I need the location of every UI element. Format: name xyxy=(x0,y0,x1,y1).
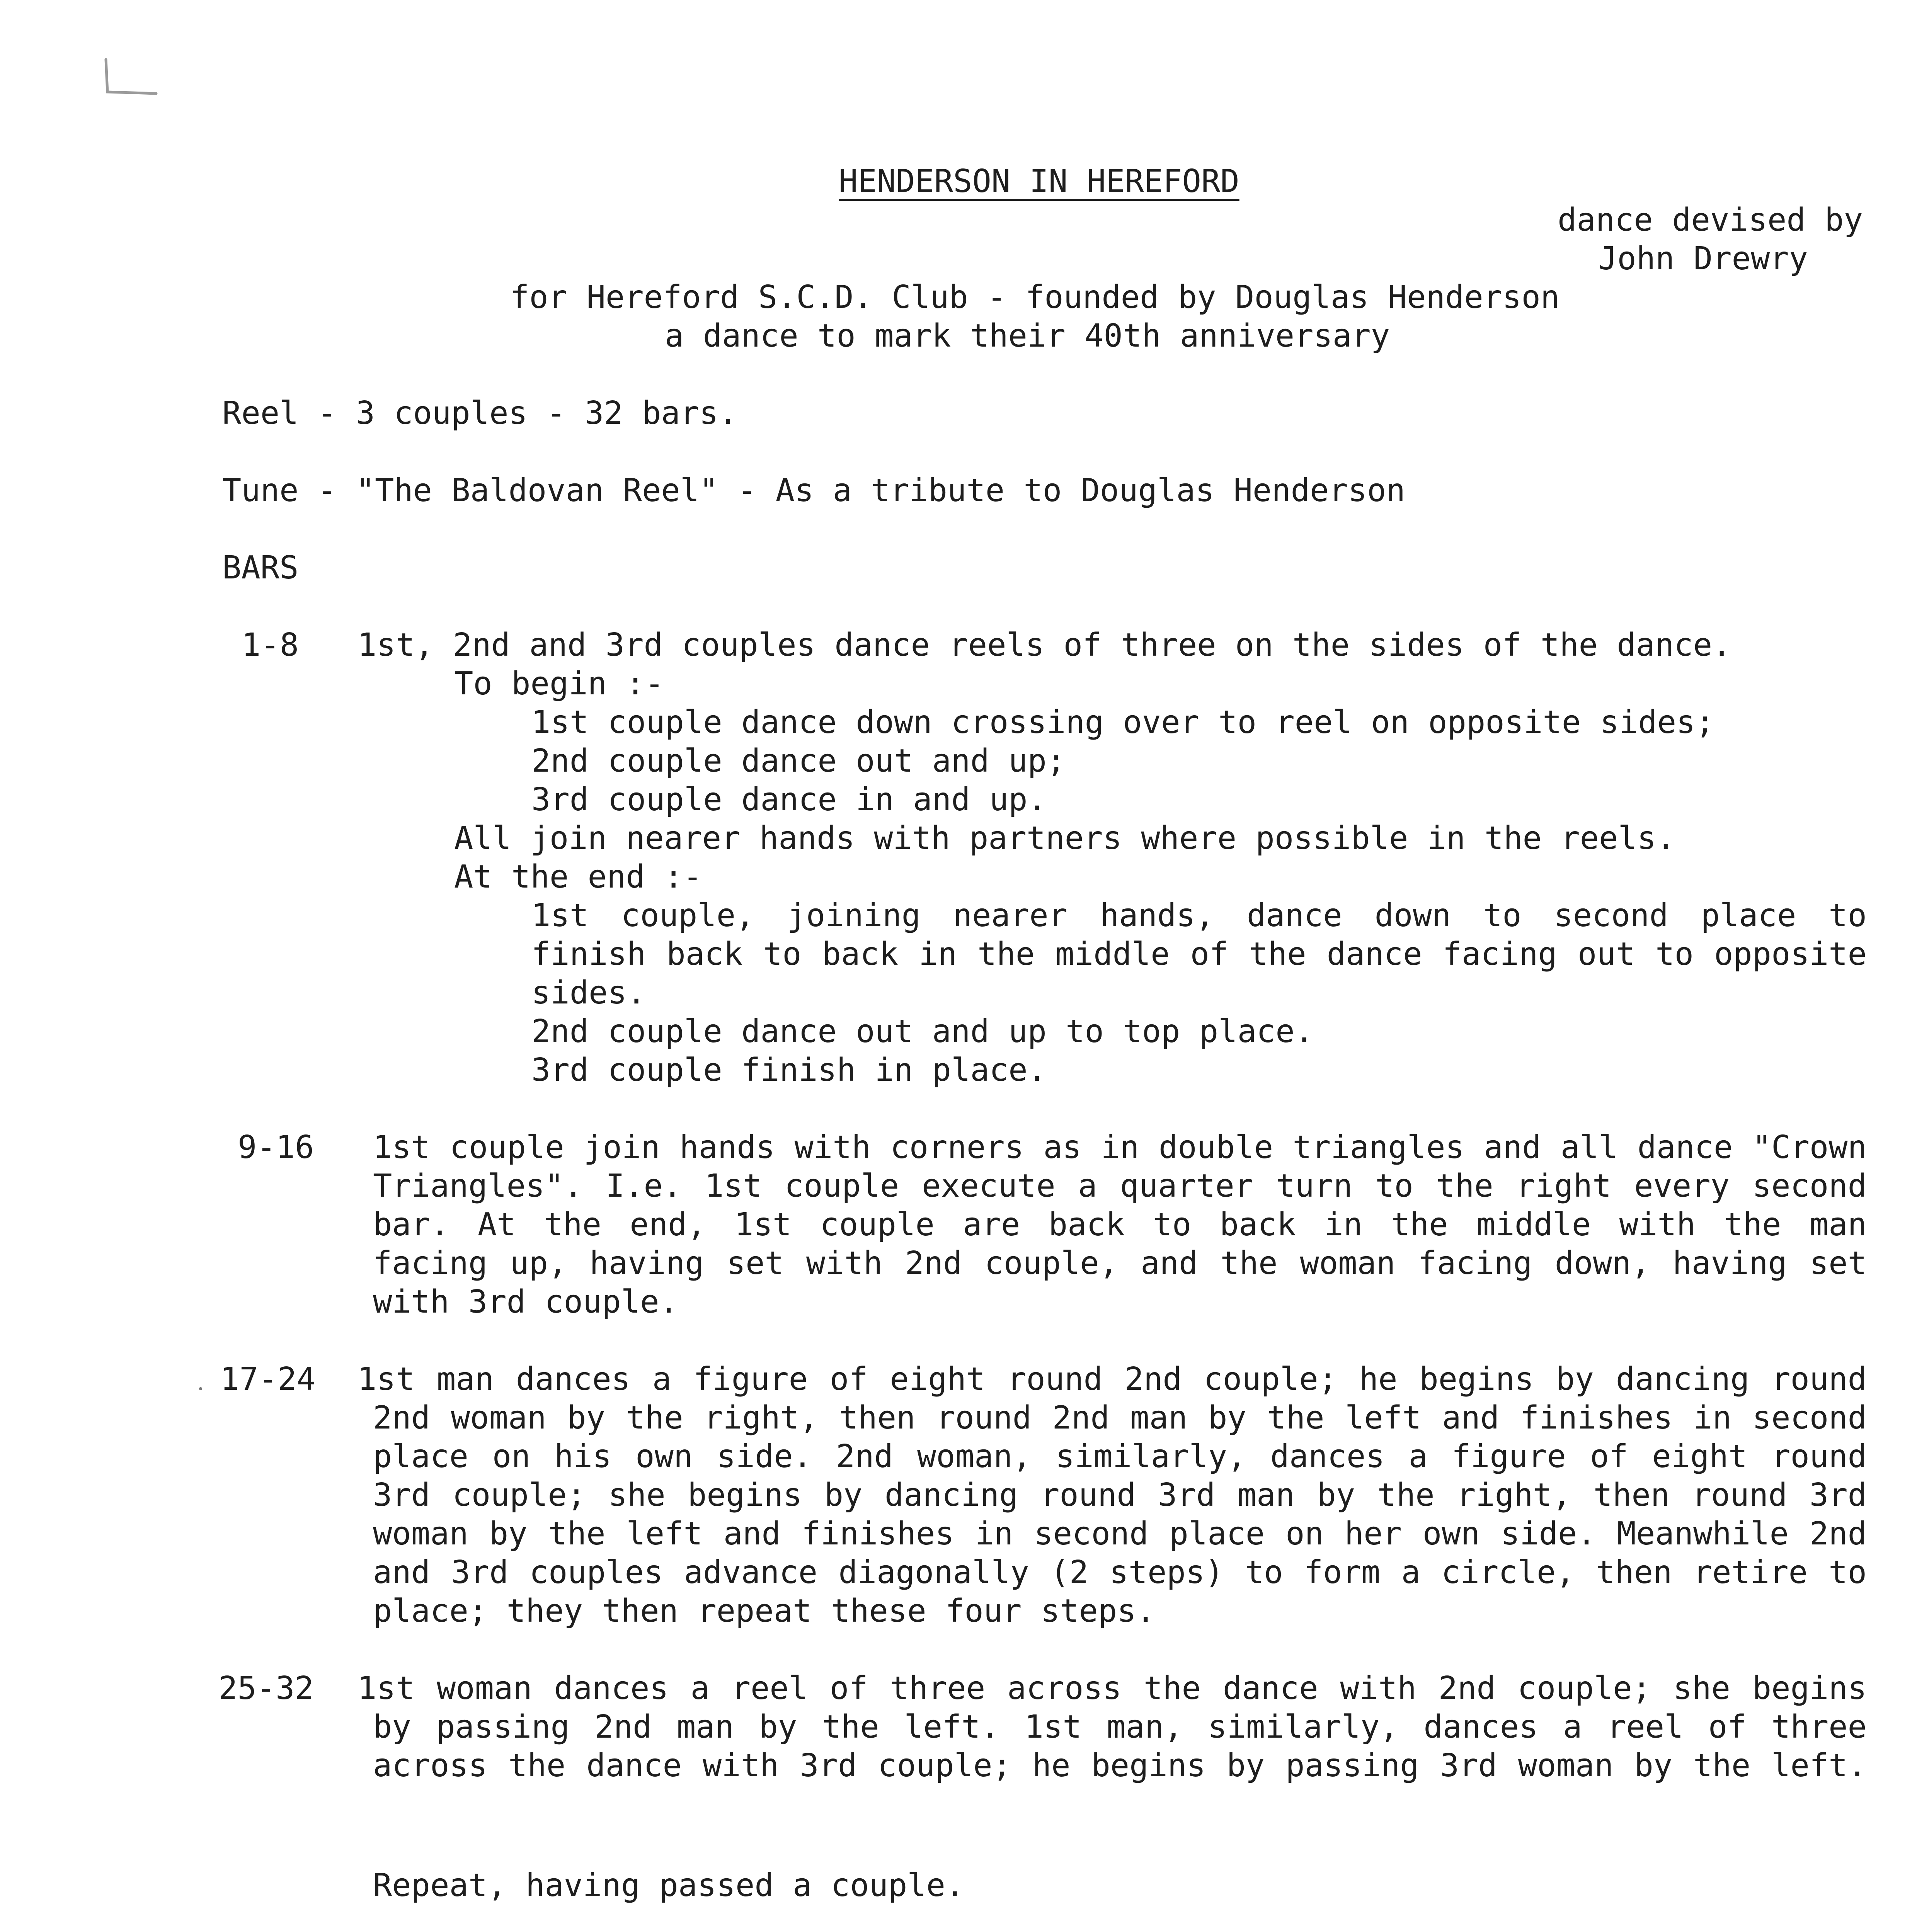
figure-line: 3rd couple finish in place. xyxy=(531,1052,1047,1088)
figure-line: and 3rd couples advance diagonally (2 steps) to form a circle, then retire to xyxy=(373,1554,1867,1591)
reel-format-line: Reel - 3 couples - 32 bars. xyxy=(222,395,737,432)
figure-line: Triangles". I.e. 1st couple execute a quarter turn to the right every second xyxy=(373,1168,1867,1204)
figure-line: 1st man dances a figure of eight round 2nd couple; he begins by dancing round xyxy=(358,1361,1867,1398)
figure-line: place on his own side. 2nd woman, similarly, dances a figure of eight round xyxy=(373,1438,1867,1475)
paper-speck xyxy=(199,1387,202,1390)
figure-line: across the dance with 3rd couple; he begins by passing 3rd woman by the left. xyxy=(373,1747,1867,1784)
figure-line: 1st couple dance down crossing over to reel on opposite sides; xyxy=(531,704,1714,741)
figure-line: 1st couple, joining nearer hands, dance down to second place to xyxy=(531,897,1867,934)
tune-line: Tune - "The Baldovan Reel" - As a tribute to Douglas Henderson xyxy=(222,472,1405,509)
figure-line: 2nd woman by the right, then round 2nd man by the left and finishes in second xyxy=(373,1400,1867,1436)
devised-by-label: dance devised by xyxy=(1558,202,1863,238)
subtitle-anniversary: a dance to mark their 40th anniversary xyxy=(665,318,1390,354)
corner-mark xyxy=(104,58,158,97)
figure-line: woman by the left and finishes in second place on her own side. Meanwhile 2nd xyxy=(373,1515,1867,1552)
figure-line: by passing 2nd man by the left. 1st man, similarly, dances a reel of three xyxy=(373,1709,1867,1745)
figure-line: 1st, 2nd and 3rd couples dance reels of three on the sides of the dance. xyxy=(358,627,1731,663)
figure-line: bar. At the end, 1st couple are back to back in the middle with the man xyxy=(373,1206,1867,1243)
bars-heading: BARS xyxy=(222,549,299,586)
figure-line: All join nearer hands with partners where possible in the reels. xyxy=(454,820,1675,857)
repeat-instruction: Repeat, having passed a couple. xyxy=(373,1867,965,1904)
figure-line: At the end :- xyxy=(454,859,702,895)
subtitle-dedication: for Hereford S.C.D. Club - founded by Douglas Henderson xyxy=(510,279,1560,316)
bars-number: 1-8 xyxy=(242,627,299,663)
figure-line: 3rd couple; she begins by dancing round 3rd man by the right, then round 3rd xyxy=(373,1477,1867,1514)
figure-line: 2nd couple dance out and up to top place. xyxy=(531,1013,1314,1050)
figure-line: To begin :- xyxy=(454,665,664,702)
bars-number: 9-16 xyxy=(238,1129,314,1166)
figure-line: 1st couple join hands with corners as in double triangles and all dance "Crown xyxy=(373,1129,1867,1166)
figure-line: facing up, having set with 2nd couple, and the woman facing down, having set xyxy=(373,1245,1867,1282)
figure-line: finish back to back in the middle of the dance facing out to opposite xyxy=(531,936,1867,973)
figure-line: sides. xyxy=(531,975,646,1011)
dance-title: HENDERSON IN HEREFORD xyxy=(839,163,1239,200)
devisor-name: John Drewry xyxy=(1598,240,1808,277)
bars-number: 25-32 xyxy=(218,1670,314,1707)
figure-line: with 3rd couple. xyxy=(373,1284,678,1320)
bars-number: 17-24 xyxy=(220,1361,316,1398)
figure-line: 1st woman dances a reel of three across the dance with 2nd couple; she begins xyxy=(358,1670,1867,1707)
figure-line: 2nd couple dance out and up; xyxy=(531,743,1066,779)
figure-line: 3rd couple dance in and up. xyxy=(531,781,1047,818)
figure-line: place; they then repeat these four steps. xyxy=(373,1593,1156,1629)
